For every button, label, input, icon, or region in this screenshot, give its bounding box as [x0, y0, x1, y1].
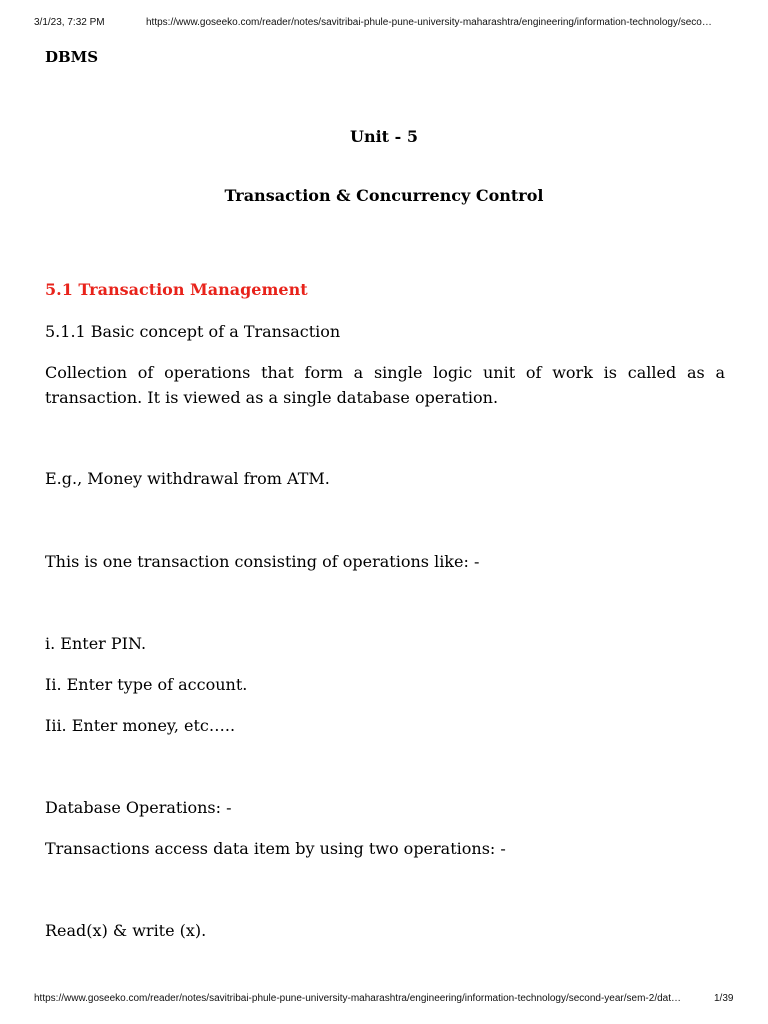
section-heading: 5.1 Transaction Management [45, 280, 308, 299]
example-text: E.g., Money withdrawal from ATM. [45, 469, 330, 488]
print-url: https://www.goseeko.com/reader/notes/savitribai-phule-pune-university-maharashtra/engineering/information-technology/seco… [146, 17, 712, 28]
course-title: DBMS [45, 48, 99, 66]
page-number: 1/39 [714, 993, 734, 1004]
print-datetime: 3/1/23, 7:32 PM [34, 17, 105, 28]
definition-paragraph: Collection of operations that form a single logic unit of work is called as a transaction. It is viewed as a single database operation. [45, 363, 725, 407]
subsection-heading: 5.1.1 Basic concept of a Transaction [45, 322, 341, 341]
print-footer [0, 993, 768, 1009]
read-write-text: Read(x) & write (x). [45, 921, 207, 940]
db-operations-heading: Database Operations: - [45, 798, 232, 817]
footer-url: https://www.goseeko.com/reader/notes/savitribai-phule-pune-university-maharashtra/engineering/information-technology/second-year/sem-2/dat… [34, 993, 681, 1004]
db-operations-text: Transactions access data item by using two operations: - [45, 839, 506, 858]
print-header [0, 15, 768, 31]
list-item: i. Enter PIN. [45, 634, 147, 653]
chapter-title: Transaction & Concurrency Control [224, 186, 544, 205]
operations-intro: This is one transaction consisting of operations like: - [45, 552, 480, 571]
list-item: Iii. Enter money, etc….. [45, 716, 236, 735]
list-item: Ii. Enter type of account. [45, 675, 248, 694]
unit-heading: Unit - 5 [350, 127, 418, 146]
